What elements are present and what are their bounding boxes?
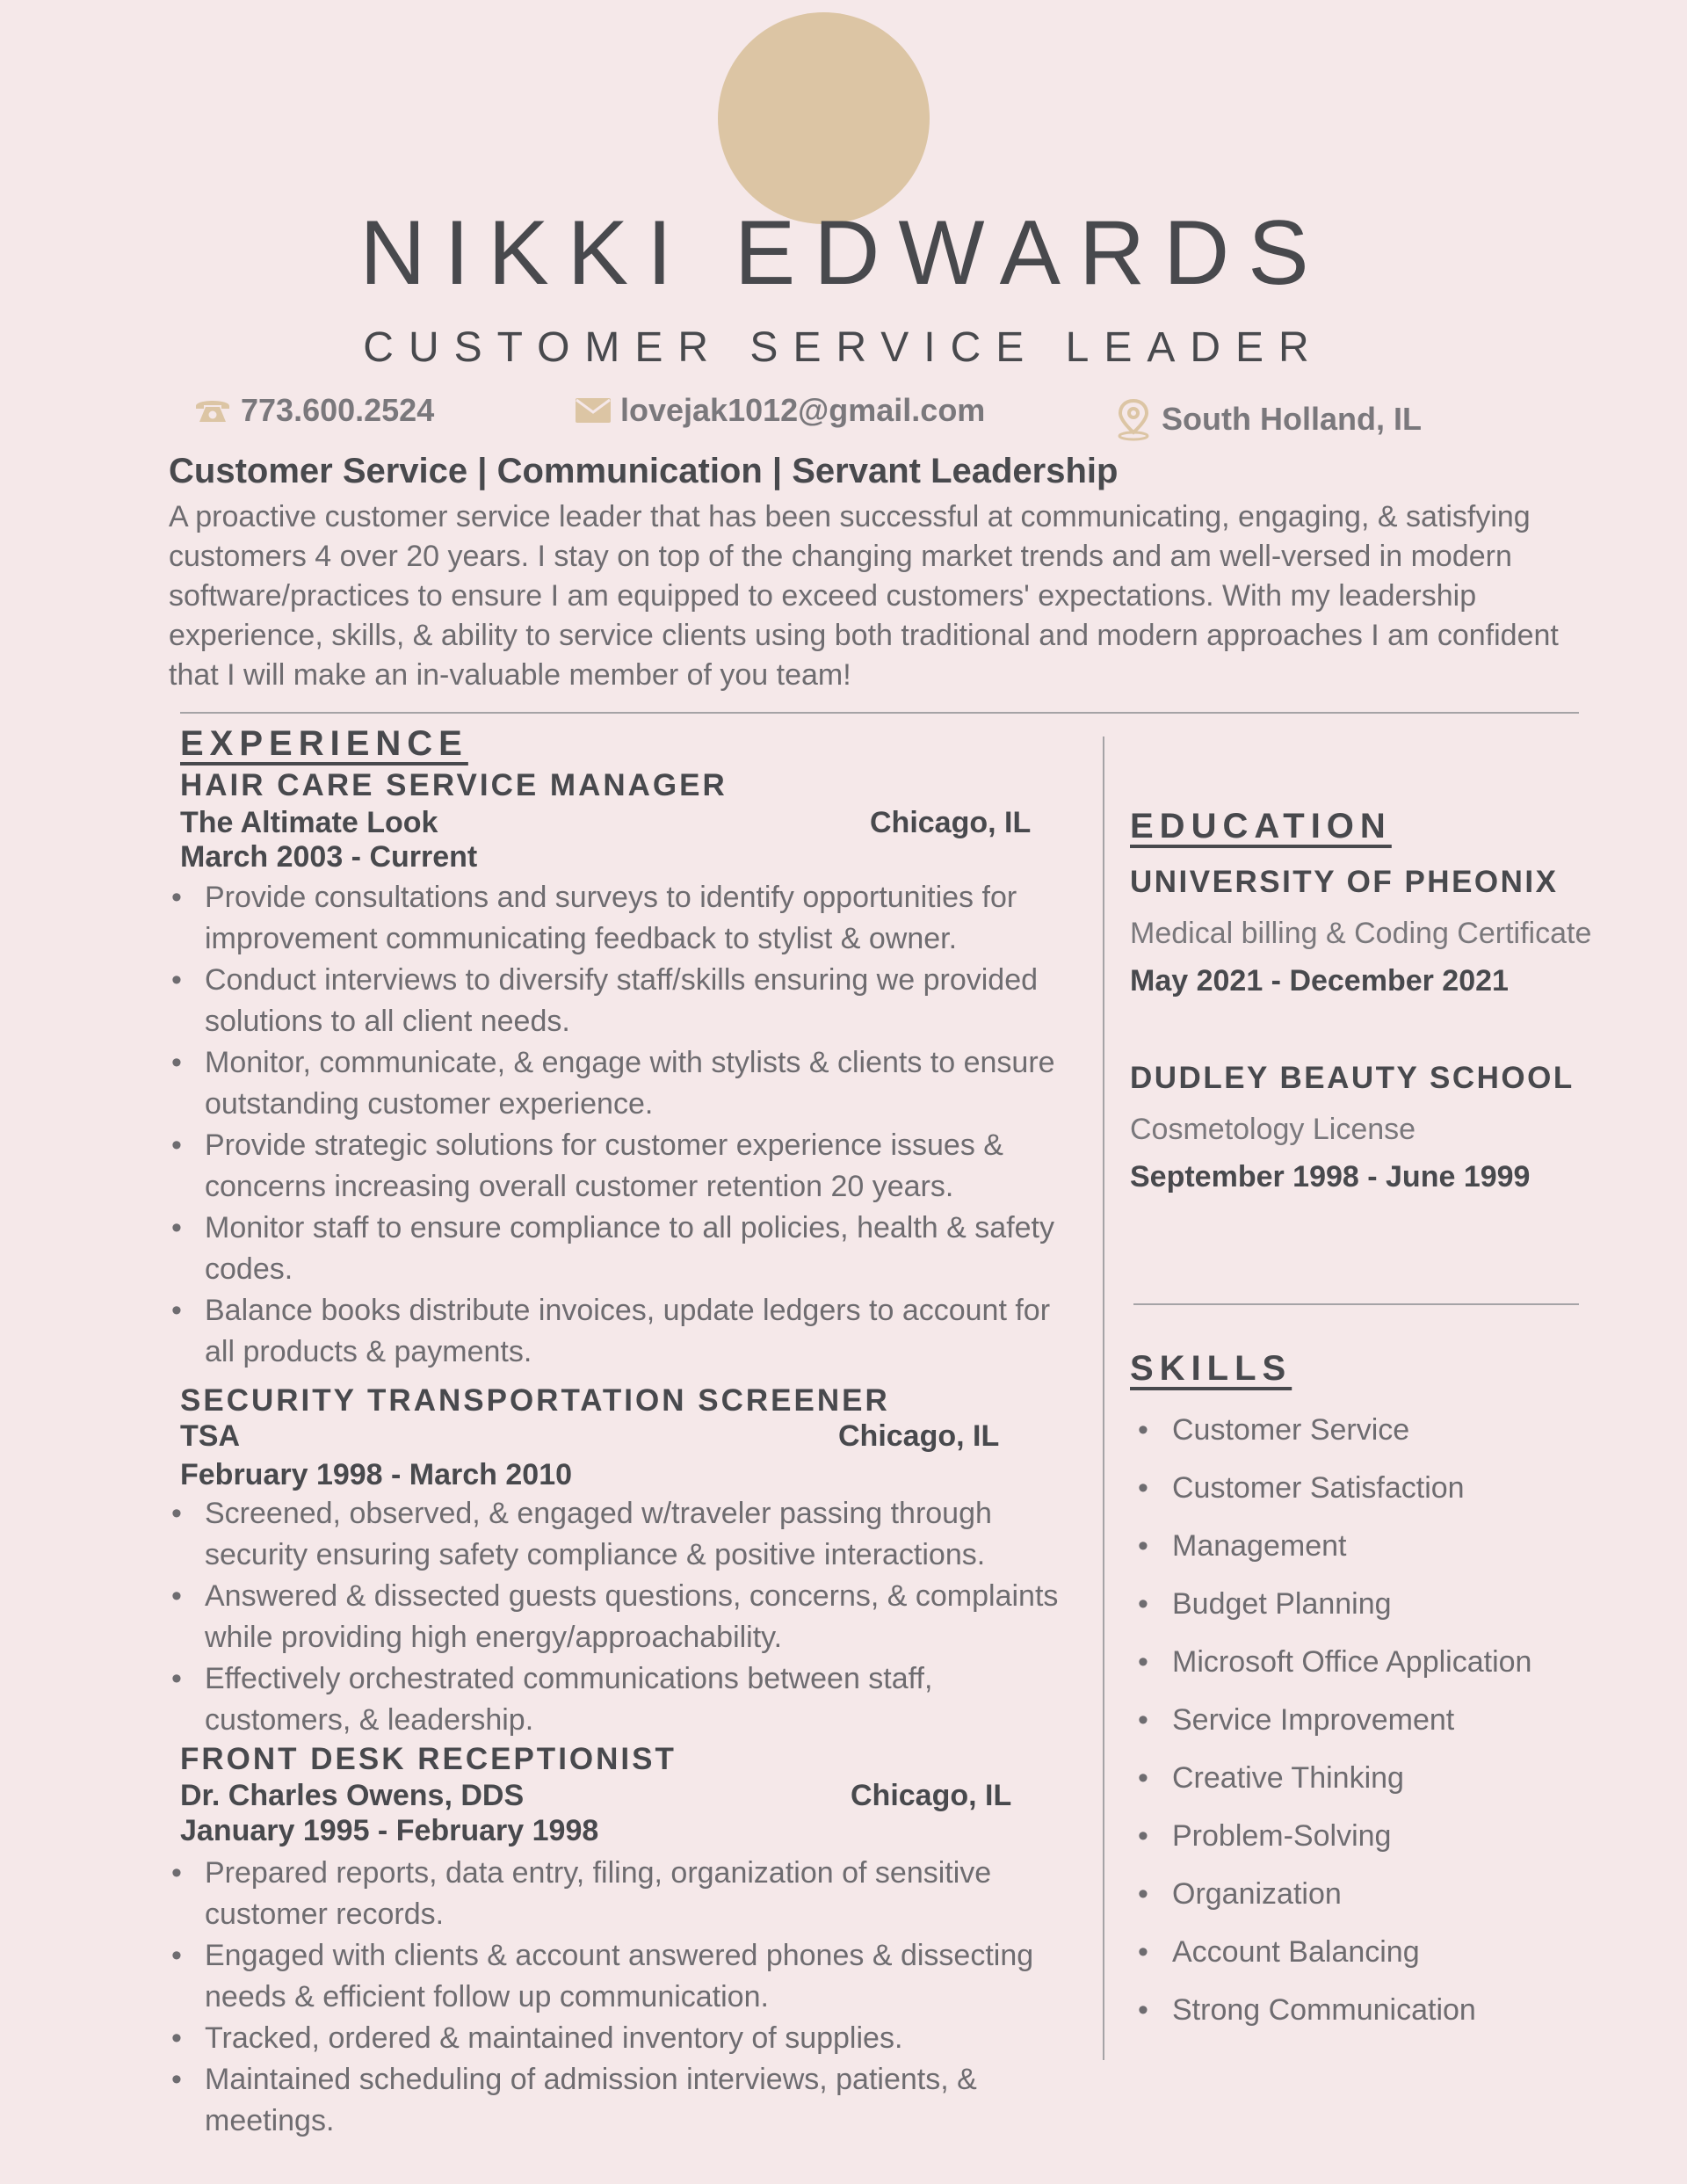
job-location: Chicago, IL	[851, 1779, 1012, 1812]
education-skills-divider	[1133, 1303, 1579, 1305]
summary-divider	[180, 712, 1579, 714]
experience-heading: EXPERIENCE	[180, 724, 468, 763]
skills-list	[1131, 1401, 1623, 2039]
education-dates: September 1998 - June 1999	[1130, 1160, 1531, 1194]
candidate-name: NIKKI EDWARDS	[359, 202, 1328, 304]
list-item: • Account Balancing	[1131, 1923, 1623, 1981]
email-address: lovejak1012@gmail.com	[620, 392, 986, 428]
list-item: • Strong Communication	[1131, 1981, 1623, 2039]
job-dates: January 1995 - February 1998	[180, 1814, 599, 1847]
list-item: • Monitor staff to ensure compliance to all policies, health & safety codes.	[169, 1208, 1082, 1290]
list-item: • Maintained scheduling of admission interviews, patients, & meetings.	[169, 2059, 1082, 2142]
phone-icon	[193, 395, 232, 425]
profile-photo-circle	[718, 12, 930, 224]
education-school: DUDLEY BEAUTY SCHOOL	[1130, 1061, 1575, 1095]
skills-heading: SKILLS	[1130, 1349, 1292, 1388]
location-text: South Holland, IL	[1162, 401, 1422, 437]
list-item: • Monitor, communicate, & engage with stylists & clients to ensure outstanding customer experience.	[169, 1042, 1082, 1125]
job-bullet-list	[169, 1493, 1082, 1741]
list-item: • Provide strategic solutions for customer experience issues & concerns increasing overall customer retention 20 years.	[169, 1125, 1082, 1208]
job-company: TSA	[180, 1419, 240, 1453]
education-program: Cosmetology License	[1130, 1113, 1416, 1146]
list-item: • Management	[1131, 1517, 1623, 1575]
list-item: • Budget Planning	[1131, 1575, 1623, 1633]
column-divider	[1103, 736, 1104, 2060]
list-item: • Microsoft Office Application	[1131, 1633, 1623, 1691]
list-item: • Balance books distribute invoices, update ledgers to account for all products & payments.	[169, 1290, 1082, 1373]
map-pin-icon	[1114, 397, 1153, 441]
job-bullet-list	[169, 877, 1082, 1373]
list-item: • Organization	[1131, 1865, 1623, 1923]
job-title: HAIR CARE SERVICE MANAGER	[180, 768, 728, 802]
education-dates: May 2021 - December 2021	[1130, 964, 1509, 998]
job-location: Chicago, IL	[838, 1419, 1000, 1453]
list-item: • Prepared reports, data entry, filing, organization of sensitive customer records.	[169, 1853, 1082, 1935]
list-item: • Screened, observed, & engaged w/traveler passing through security ensuring safety compliance & positive interactions.	[169, 1493, 1082, 1576]
profile-summary: A proactive customer service leader that has been successful at communicating, engaging, & satisfying customers 4 over 20 years. I stay on top of the changing market trends and am well-versed in modern software/practices to ensure I am equipped to exceed customers' expectations. With my leadership experience, skills, & ability to service clients using both traditional and modern approaches I am confident that I will make an in-valuable member of you team!	[169, 500, 1559, 692]
candidate-title: CUSTOMER SERVICE LEADER	[363, 324, 1324, 371]
list-item: • Answered & dissected guests questions, concerns, & complaints while providing high energy/approachability.	[169, 1576, 1082, 1658]
phone-number: 773.600.2524	[241, 392, 435, 428]
list-item: • Customer Satisfaction	[1131, 1459, 1623, 1517]
list-item: • Engaged with clients & account answered phones & dissecting needs & efficient follow up communication.	[169, 1935, 1082, 2018]
education-program: Medical billing & Coding Certificate	[1130, 917, 1592, 950]
contact-phone[interactable]	[193, 392, 434, 429]
contact-email[interactable]	[575, 392, 985, 429]
job-company: Dr. Charles Owens, DDS	[180, 1779, 525, 1812]
list-item: • Service Improvement	[1131, 1691, 1623, 1749]
education-heading: EDUCATION	[1130, 807, 1392, 845]
profile-tagline: Customer Service | Communication | Servant Leadership	[169, 452, 1119, 490]
list-item: • Conduct interviews to diversify staff/skills ensuring we provided solutions to all client needs.	[169, 960, 1082, 1042]
list-item: • Problem-Solving	[1131, 1807, 1623, 1865]
education-school: UNIVERSITY OF PHEONIX	[1130, 865, 1559, 899]
job-location: Chicago, IL	[870, 806, 1032, 839]
list-item: • Effectively orchestrated communications between staff, customers, & leadership.	[169, 1658, 1082, 1741]
list-item: • Creative Thinking	[1131, 1749, 1623, 1807]
list-item: • Provide consultations and surveys to identify opportunities for improvement communicating feedback to stylist & owner.	[169, 877, 1082, 960]
job-dates: February 1998 - March 2010	[180, 1458, 573, 1491]
list-item: • Customer Service	[1131, 1401, 1623, 1459]
contact-location	[1114, 397, 1422, 441]
job-dates: March 2003 - Current	[180, 840, 478, 874]
envelope-icon	[575, 397, 612, 424]
job-title: FRONT DESK RECEPTIONIST	[180, 1742, 677, 1776]
job-bullet-list	[169, 1853, 1082, 2142]
job-company: The Altimate Look	[180, 806, 438, 839]
job-title: SECURITY TRANSPORTATION SCREENER	[180, 1383, 890, 1418]
list-item: • Tracked, ordered & maintained inventory of supplies.	[169, 2018, 1082, 2059]
